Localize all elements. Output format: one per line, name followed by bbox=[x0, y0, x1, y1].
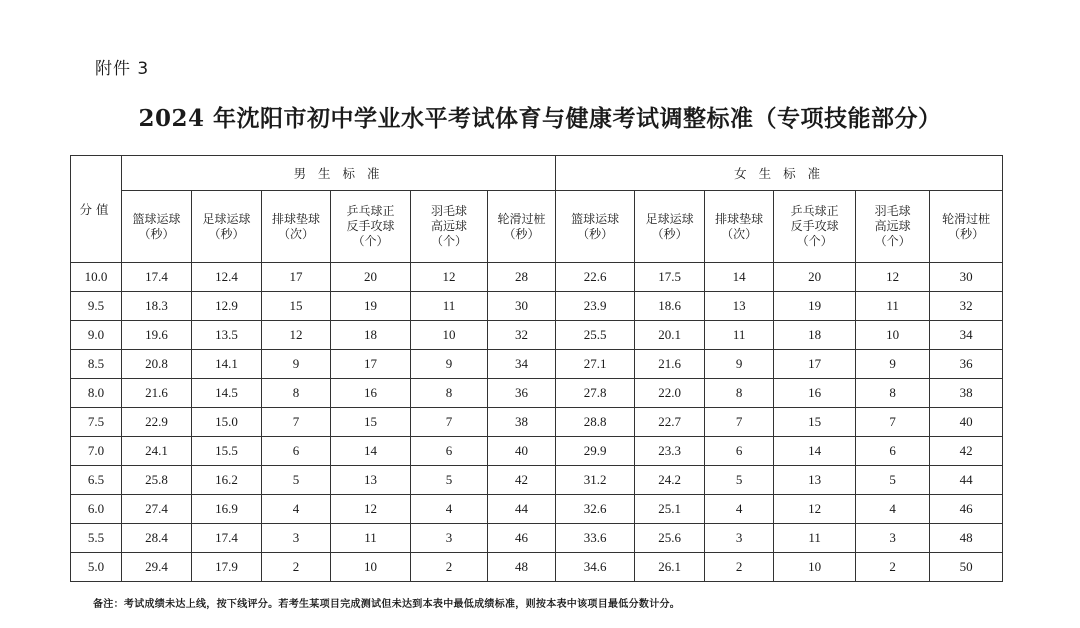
value-cell: 18.3 bbox=[122, 292, 192, 321]
footnote: 备注：考试成绩未达上线，按下线评分。若考生某项目完成测试但未达到本表中最低成绩标准，则按本表中该项目最低分数计分。 bbox=[93, 599, 681, 610]
value-cell: 40 bbox=[488, 437, 556, 466]
value-cell: 15 bbox=[774, 408, 856, 437]
male-column-header bbox=[488, 191, 556, 263]
value-cell: 2 bbox=[856, 553, 930, 582]
value-cell: 18 bbox=[774, 321, 856, 350]
table-row bbox=[71, 321, 1003, 350]
value-cell: 14 bbox=[331, 437, 411, 466]
score-cell: 9.0 bbox=[71, 321, 122, 350]
value-cell: 7 bbox=[411, 408, 488, 437]
value-cell: 24.1 bbox=[122, 437, 192, 466]
value-cell: 2 bbox=[705, 553, 774, 582]
column-header-line: （次） bbox=[721, 226, 758, 241]
female-column-header bbox=[635, 191, 705, 263]
female-column-header bbox=[705, 191, 774, 263]
value-cell: 18.6 bbox=[635, 292, 705, 321]
value-cell: 6 bbox=[856, 437, 930, 466]
value-cell: 6 bbox=[262, 437, 331, 466]
value-cell: 17.4 bbox=[122, 263, 192, 292]
value-cell: 27.1 bbox=[556, 350, 635, 379]
value-cell: 17.5 bbox=[635, 263, 705, 292]
female-column-header bbox=[556, 191, 635, 263]
column-header-line: （个） bbox=[430, 234, 467, 248]
value-cell: 4 bbox=[411, 495, 488, 524]
value-cell: 34 bbox=[488, 350, 556, 379]
value-cell: 34.6 bbox=[556, 553, 635, 582]
value-cell: 4 bbox=[262, 495, 331, 524]
value-cell: 32 bbox=[930, 292, 1003, 321]
value-cell: 21.6 bbox=[635, 350, 705, 379]
column-header-line: 乒乓球正 bbox=[346, 204, 395, 218]
value-cell: 14.1 bbox=[192, 350, 262, 379]
female-column-header bbox=[856, 191, 930, 263]
score-cell: 6.0 bbox=[71, 495, 122, 524]
value-cell: 17 bbox=[331, 350, 411, 379]
value-cell: 27.4 bbox=[122, 495, 192, 524]
score-cell: 10.0 bbox=[71, 263, 122, 292]
value-cell: 21.6 bbox=[122, 379, 192, 408]
value-cell: 15 bbox=[331, 408, 411, 437]
table-row bbox=[71, 495, 1003, 524]
value-cell: 27.8 bbox=[556, 379, 635, 408]
male-standard-header: 男 生 标 准 bbox=[122, 156, 556, 191]
value-cell: 13 bbox=[331, 466, 411, 495]
value-cell: 19 bbox=[331, 292, 411, 321]
value-cell: 6 bbox=[411, 437, 488, 466]
value-cell: 17.9 bbox=[192, 553, 262, 582]
value-cell: 12 bbox=[774, 495, 856, 524]
value-cell: 46 bbox=[488, 524, 556, 553]
male-column-header bbox=[122, 191, 192, 263]
value-cell: 13.5 bbox=[192, 321, 262, 350]
value-cell: 34 bbox=[930, 321, 1003, 350]
column-header-line: 篮球运球 bbox=[132, 211, 181, 226]
value-cell: 29.4 bbox=[122, 553, 192, 582]
value-cell: 17.4 bbox=[192, 524, 262, 553]
table-row bbox=[71, 379, 1003, 408]
female-column-header bbox=[774, 191, 856, 263]
value-cell: 17 bbox=[262, 263, 331, 292]
value-cell: 32.6 bbox=[556, 495, 635, 524]
column-header-line: （秒） bbox=[948, 226, 985, 241]
document-title: 2024 年沈阳市初中学业水平考试体育与健康考试调整标准（专项技能部分） bbox=[138, 105, 942, 132]
table-row bbox=[71, 553, 1003, 582]
female-standard-header: 女 生 标 准 bbox=[556, 156, 1003, 191]
table-row bbox=[71, 350, 1003, 379]
value-cell: 31.2 bbox=[556, 466, 635, 495]
value-cell: 36 bbox=[488, 379, 556, 408]
column-header-line: 篮球运球 bbox=[571, 211, 620, 226]
male-column-header bbox=[331, 191, 411, 263]
value-cell: 20.1 bbox=[635, 321, 705, 350]
table-row bbox=[71, 408, 1003, 437]
value-cell: 46 bbox=[930, 495, 1003, 524]
value-cell: 11 bbox=[705, 321, 774, 350]
value-cell: 32 bbox=[488, 321, 556, 350]
column-header-line: 轮滑过桩 bbox=[497, 211, 546, 226]
value-cell: 13 bbox=[705, 292, 774, 321]
value-cell: 19.6 bbox=[122, 321, 192, 350]
column-header-line: 羽毛球 bbox=[874, 204, 911, 218]
value-cell: 11 bbox=[774, 524, 856, 553]
value-cell: 28 bbox=[488, 263, 556, 292]
value-cell: 20.8 bbox=[122, 350, 192, 379]
value-cell: 9 bbox=[705, 350, 774, 379]
value-cell: 3 bbox=[262, 524, 331, 553]
column-header-line: 乒乓球正 bbox=[790, 204, 839, 218]
value-cell: 7 bbox=[262, 408, 331, 437]
value-cell: 3 bbox=[411, 524, 488, 553]
value-cell: 9 bbox=[262, 350, 331, 379]
value-cell: 16 bbox=[774, 379, 856, 408]
value-cell: 12 bbox=[262, 321, 331, 350]
value-cell: 7 bbox=[856, 408, 930, 437]
value-cell: 6 bbox=[705, 437, 774, 466]
value-cell: 5 bbox=[705, 466, 774, 495]
column-header-line: 反手攻球 bbox=[346, 219, 395, 233]
column-header-line: 排球垫球 bbox=[715, 211, 764, 226]
value-cell: 15.5 bbox=[192, 437, 262, 466]
value-cell: 29.9 bbox=[556, 437, 635, 466]
value-cell: 9 bbox=[856, 350, 930, 379]
value-cell: 22.7 bbox=[635, 408, 705, 437]
value-cell: 10 bbox=[856, 321, 930, 350]
female-column-header bbox=[930, 191, 1003, 263]
column-header-line: （秒） bbox=[503, 226, 540, 241]
value-cell: 12 bbox=[331, 495, 411, 524]
column-header-line: 足球运球 bbox=[645, 211, 694, 226]
column-header-line: 足球运球 bbox=[202, 211, 251, 226]
value-cell: 7 bbox=[705, 408, 774, 437]
value-cell: 11 bbox=[856, 292, 930, 321]
value-cell: 8 bbox=[262, 379, 331, 408]
value-cell: 5 bbox=[262, 466, 331, 495]
value-cell: 9 bbox=[411, 350, 488, 379]
attachment-label: 附件 3 bbox=[95, 59, 150, 79]
value-cell: 25.8 bbox=[122, 466, 192, 495]
value-cell: 10 bbox=[331, 553, 411, 582]
value-cell: 22.6 bbox=[556, 263, 635, 292]
column-header-line: （秒） bbox=[651, 226, 688, 241]
value-cell: 5 bbox=[411, 466, 488, 495]
value-cell: 25.1 bbox=[635, 495, 705, 524]
value-cell: 14.5 bbox=[192, 379, 262, 408]
table-row bbox=[71, 263, 1003, 292]
value-cell: 8 bbox=[856, 379, 930, 408]
value-cell: 3 bbox=[705, 524, 774, 553]
value-cell: 12 bbox=[856, 263, 930, 292]
column-header-line: 高远球 bbox=[874, 219, 911, 233]
column-header-line: （秒） bbox=[577, 226, 614, 241]
value-cell: 22.9 bbox=[122, 408, 192, 437]
value-cell: 4 bbox=[856, 495, 930, 524]
value-cell: 16.2 bbox=[192, 466, 262, 495]
value-cell: 22.0 bbox=[635, 379, 705, 408]
value-cell: 48 bbox=[488, 553, 556, 582]
value-cell: 20 bbox=[331, 263, 411, 292]
value-cell: 33.6 bbox=[556, 524, 635, 553]
table-row bbox=[71, 524, 1003, 553]
value-cell: 19 bbox=[774, 292, 856, 321]
value-cell: 5 bbox=[856, 466, 930, 495]
value-cell: 23.3 bbox=[635, 437, 705, 466]
value-cell: 15 bbox=[262, 292, 331, 321]
table-row bbox=[71, 437, 1003, 466]
male-column-header bbox=[192, 191, 262, 263]
score-cell: 5.5 bbox=[71, 524, 122, 553]
value-cell: 3 bbox=[856, 524, 930, 553]
value-cell: 14 bbox=[705, 263, 774, 292]
value-cell: 12.9 bbox=[192, 292, 262, 321]
score-cell: 7.0 bbox=[71, 437, 122, 466]
value-cell: 38 bbox=[930, 379, 1003, 408]
value-cell: 26.1 bbox=[635, 553, 705, 582]
column-header-line: 反手攻球 bbox=[790, 219, 839, 233]
value-cell: 17 bbox=[774, 350, 856, 379]
score-cell: 7.5 bbox=[71, 408, 122, 437]
standards-table bbox=[70, 155, 1003, 582]
value-cell: 42 bbox=[488, 466, 556, 495]
value-cell: 10 bbox=[774, 553, 856, 582]
value-cell: 50 bbox=[930, 553, 1003, 582]
column-header-line: （个） bbox=[796, 234, 833, 248]
male-column-header bbox=[411, 191, 488, 263]
value-cell: 38 bbox=[488, 408, 556, 437]
value-cell: 48 bbox=[930, 524, 1003, 553]
value-cell: 2 bbox=[262, 553, 331, 582]
value-cell: 10 bbox=[411, 321, 488, 350]
column-header-line: （个） bbox=[352, 234, 389, 248]
score-cell: 8.5 bbox=[71, 350, 122, 379]
value-cell: 24.2 bbox=[635, 466, 705, 495]
column-header-line: （秒） bbox=[138, 226, 175, 241]
value-cell: 16 bbox=[331, 379, 411, 408]
value-cell: 4 bbox=[705, 495, 774, 524]
value-cell: 12.4 bbox=[192, 263, 262, 292]
value-cell: 30 bbox=[930, 263, 1003, 292]
value-cell: 28.4 bbox=[122, 524, 192, 553]
value-cell: 25.6 bbox=[635, 524, 705, 553]
column-header-line: 轮滑过桩 bbox=[942, 211, 991, 226]
score-cell: 5.0 bbox=[71, 553, 122, 582]
table-row bbox=[71, 466, 1003, 495]
value-cell: 36 bbox=[930, 350, 1003, 379]
column-header-line: 羽毛球 bbox=[430, 204, 467, 218]
value-cell: 8 bbox=[411, 379, 488, 408]
value-cell: 23.9 bbox=[556, 292, 635, 321]
value-cell: 20 bbox=[774, 263, 856, 292]
value-cell: 42 bbox=[930, 437, 1003, 466]
value-cell: 2 bbox=[411, 553, 488, 582]
score-cell: 6.5 bbox=[71, 466, 122, 495]
male-column-header bbox=[262, 191, 331, 263]
value-cell: 44 bbox=[930, 466, 1003, 495]
score-cell: 9.5 bbox=[71, 292, 122, 321]
value-cell: 40 bbox=[930, 408, 1003, 437]
value-cell: 44 bbox=[488, 495, 556, 524]
score-header: 分值 bbox=[71, 156, 122, 263]
value-cell: 18 bbox=[331, 321, 411, 350]
column-header-line: 排球垫球 bbox=[271, 211, 320, 226]
value-cell: 14 bbox=[774, 437, 856, 466]
column-header-line: （个） bbox=[874, 234, 911, 248]
value-cell: 25.5 bbox=[556, 321, 635, 350]
value-cell: 13 bbox=[774, 466, 856, 495]
value-cell: 11 bbox=[331, 524, 411, 553]
column-header-line: （秒） bbox=[208, 226, 245, 241]
value-cell: 11 bbox=[411, 292, 488, 321]
column-header-line: 高远球 bbox=[430, 219, 467, 233]
value-cell: 28.8 bbox=[556, 408, 635, 437]
value-cell: 8 bbox=[705, 379, 774, 408]
column-header-line: （次） bbox=[277, 226, 314, 241]
value-cell: 12 bbox=[411, 263, 488, 292]
score-cell: 8.0 bbox=[71, 379, 122, 408]
value-cell: 16.9 bbox=[192, 495, 262, 524]
value-cell: 15.0 bbox=[192, 408, 262, 437]
table-row bbox=[71, 292, 1003, 321]
value-cell: 30 bbox=[488, 292, 556, 321]
